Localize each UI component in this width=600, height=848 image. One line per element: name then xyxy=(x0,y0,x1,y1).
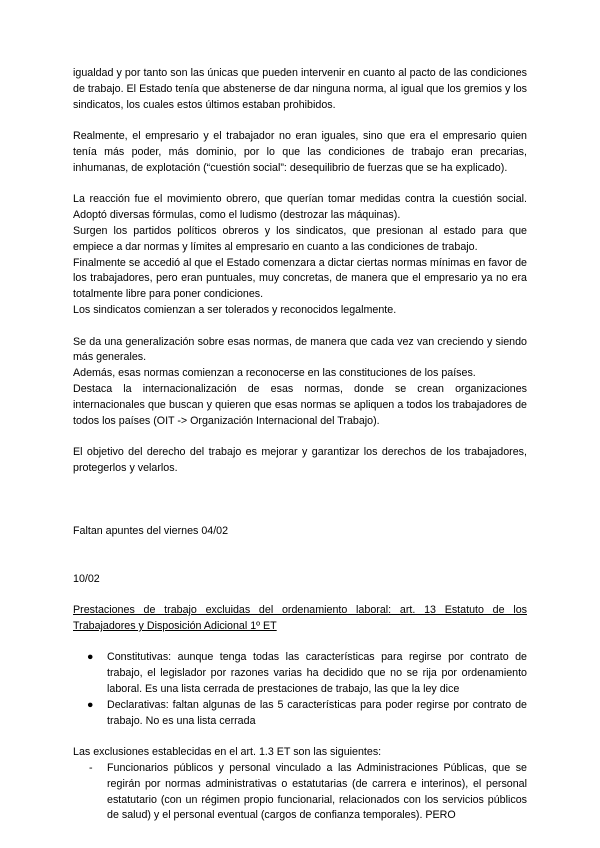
bullet-icon: ● xyxy=(87,698,94,711)
bullet-icon: ● xyxy=(87,651,94,664)
paragraph-generalizacion: Se da una generalización sobre esas normas, de manera que cada vez van creciendo y siendo más generales. xyxy=(73,335,527,364)
bullet-list xyxy=(73,650,527,729)
list-item-funcionarios xyxy=(73,761,527,824)
list-item-declarativas xyxy=(73,698,527,730)
list-item-constitutivas xyxy=(73,650,527,697)
paragraph-constituciones: Además, esas normas comienzan a reconocerse en las constituciones de los países. xyxy=(73,367,476,380)
paragraph-igualdad: igualdad y por tanto son las únicas que pueden intervenir en cuanto al pacto de las condiciones de trabajo. El Estado tenía que abstenerse de dar ninguna norma, al igual que los gremios y los sindicatos, los cuales estos últimos estaban prohibidos. xyxy=(73,67,527,111)
list-item-text: Constitutivas: aunque tenga todas las características para regirse por contrato de trabajo, el legislador por razones varias ha decidido que no se rija por ordenamiento laboral. Es una lista cerrada de prestaciones de trabajo, las que la ley dice xyxy=(107,651,527,696)
paragraph-partidos: Surgen los partidos políticos obreros y los sindicatos, que presionan al estado para que empiece a dar normas y límites al empresario en cuanto a las condiciones de trabajo. xyxy=(73,224,527,253)
list-item-text: Declarativas: faltan algunas de las 5 características para poder regirse por contrato de trabajo. No es una lista cerrada xyxy=(107,698,527,727)
dash-icon: - xyxy=(89,762,93,775)
document-page xyxy=(73,66,527,824)
paragraph-reaccion: La reacción fue el movimiento obrero, que querían tomar medidas contra la cuestión social. Adoptó diversas fórmulas, como el ludismo (destrozar las máquinas). xyxy=(73,193,527,222)
date-line: 10/02 xyxy=(73,572,100,585)
paragraph-finalmente: Finalmente se accedió al que el Estado comenzara a dictar ciertas normas mínimas en favor de los trabajadores, pero eran puntuales, muy concretas, de manera que el empresario ya no era totalmente libre para poner condiciones. xyxy=(73,256,527,301)
paragraph-sindicatos: Los sindicatos comienzan a ser tolerados y reconocidos legalmente. xyxy=(73,303,397,316)
dash-list xyxy=(73,761,527,824)
paragraph-internacionalizacion: Destaca la internacionalización de esas normas, donde se crean organizaciones internacionales que buscan y quieren que esas normas se apliquen a todos los trabajadores de todos los países (OIT -> Organización Internacional del Trabajo). xyxy=(73,382,527,427)
list-item-text: Funcionarios públicos y personal vinculado a las Administraciones Públicas, que se regirán por normas administrativas o estatutarias (de carrera e interinos), el personal estatutario (con un régimen propio funcionarial, relacionados con los servicios públicos de salud) y el personal eventual (cargos de confianza temporales). PERO xyxy=(107,762,527,822)
missing-notes-line: Faltan apuntes del viernes 04/02 xyxy=(73,525,229,538)
exclusions-intro: Las exclusiones establecidas en el art. 1.3 ET son las siguientes: xyxy=(73,746,382,759)
section-heading: Prestaciones de trabajo excluidas del ordenamiento laboral: art. 13 Estatuto de los Trabajadores y Disposición Adicional 1º ET xyxy=(73,604,527,632)
paragraph-objetivo: El objetivo del derecho del trabajo es mejorar y garantizar los derechos de los trabajadores, protegerlos y velarlos. xyxy=(73,446,527,474)
paragraph-realmente: Realmente, el empresario y el trabajador no eran iguales, sino que era el empresario quien tenía más poder, más dominio, por lo que las condiciones de trabajo eran precarias, inhumanas, de explotación (“cuestión social”: desequilibrio de fuerzas que se ha explicado). xyxy=(73,130,527,174)
